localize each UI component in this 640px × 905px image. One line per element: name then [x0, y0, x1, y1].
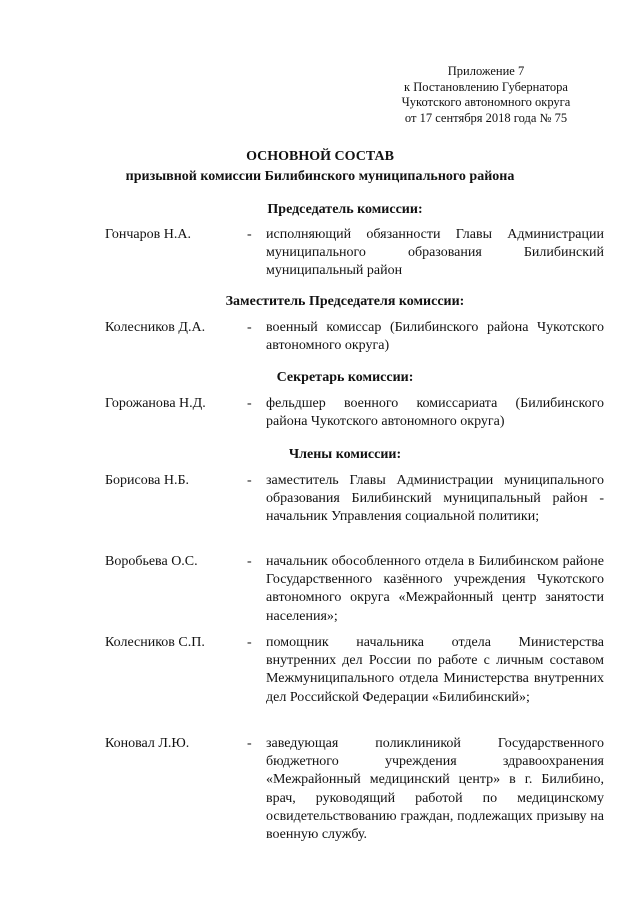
- dash-separator: -: [247, 736, 252, 751]
- member-position: военный комиссар (Билибинского района Чукотского автономного округа): [266, 320, 604, 354]
- dash-separator: -: [247, 473, 252, 488]
- member-name: Коновал Л.Ю.: [105, 736, 190, 751]
- member-position: фельдшер военного комиссариата (Билибинского района Чукотского автономного округа): [266, 396, 604, 430]
- secretary-heading: Секретарь комиссии:: [276, 370, 414, 385]
- appendix-line-3: Чукотского автономного округа: [401, 95, 571, 109]
- document-subtitle: призывной комиссии Билибинского муниципального района: [125, 169, 515, 184]
- member-position: заместитель Главы Администрации муниципального образования Билибинский муниципальный район - начальник Управления социальной политики;: [266, 473, 604, 525]
- member-name: Борисова Н.Б.: [105, 473, 190, 488]
- member-name: Колесников С.П.: [105, 635, 205, 650]
- dash-separator: -: [247, 396, 252, 411]
- chairman-heading: Председатель комиссии:: [267, 202, 423, 217]
- member-name: Воробьева О.С.: [105, 554, 198, 569]
- appendix-block: [370, 64, 602, 126]
- dash-separator: -: [247, 635, 252, 650]
- member-position: начальник обособленного отдела в Билибинском районе Государственного казённого учреждения Чукотского автономного округа «Межрайонный центр занятости населения»;: [266, 554, 604, 624]
- member-position: исполняющий обязанности Главы Администрации муниципального образования Билибинский муниципальный район: [266, 227, 604, 279]
- deputy-heading: Заместитель Председателя комиссии:: [225, 294, 465, 309]
- appendix-line-1: Приложение 7: [447, 64, 525, 78]
- members-heading: Члены комиссии:: [288, 447, 402, 462]
- member-name: Горожанова Н.Д.: [105, 396, 206, 411]
- member-name: Колесников Д.А.: [105, 320, 206, 335]
- appendix-line-2: к Постановлению Губернатора: [404, 79, 568, 94]
- dash-separator: -: [247, 320, 252, 335]
- member-position: помощник начальника отдела Министерства внутренних дел России по работе с личным составом Межмуниципального отдела Министерства внутренних дел Российской Федерации «Билибинский»;: [266, 635, 604, 705]
- appendix-line-4: от 17 сентября 2018 года № 75: [404, 110, 568, 125]
- dash-separator: -: [247, 554, 252, 569]
- member-position: заведующая поликлиникой Государственного бюджетного учреждения здравоохранения «Межрайонный медицинский центр» в г. Билибино, врач, руководящий работой по медицинскому освидетельствованию граждан, подлежащих призыву на военную службу.: [266, 736, 604, 843]
- member-name: Гончаров Н.А.: [105, 227, 191, 242]
- document-title: ОСНОВНОЙ СОСТАВ: [246, 149, 394, 164]
- dash-separator: -: [247, 227, 252, 242]
